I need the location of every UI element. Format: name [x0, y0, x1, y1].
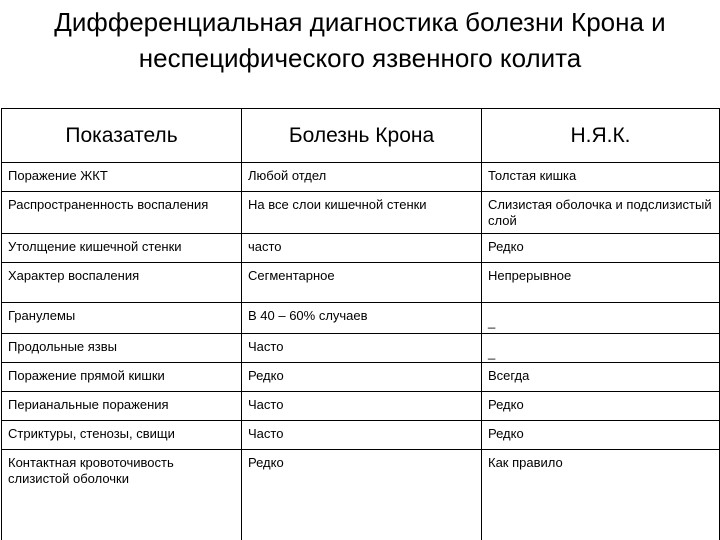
table-cell: Непрерывное [482, 263, 720, 303]
comparison-table [1, 108, 720, 540]
table-cell: Как правило [482, 450, 720, 540]
table-cell: Поражение ЖКТ [2, 163, 242, 192]
table-cell: Редко [242, 450, 482, 540]
table-row [2, 303, 720, 334]
table-cell: Редко [482, 392, 720, 421]
table-row [2, 234, 720, 263]
table-cell: На все слои кишечной стенки [242, 192, 482, 234]
header-indicator: Показатель [2, 109, 242, 163]
table-cell: Стриктуры, стенозы, свищи [2, 421, 242, 450]
table-cell: Редко [242, 363, 482, 392]
table-cell: Любой отдел [242, 163, 482, 192]
table-row [2, 192, 720, 234]
table-cell: Часто [242, 334, 482, 363]
slide-title [0, 4, 720, 76]
table-cell: Редко [482, 421, 720, 450]
table-row [2, 263, 720, 303]
absent-dash: _ [488, 314, 496, 329]
table-cell: В 40 – 60% случаев [242, 303, 482, 334]
table-row [2, 450, 720, 540]
table-cell: Продольные язвы [2, 334, 242, 363]
table-cell: Контактная кровоточивость слизистой оболочки [2, 450, 242, 540]
table-cell: Сегментарное [242, 263, 482, 303]
table-cell [482, 303, 720, 334]
table-row [2, 334, 720, 363]
header-nyak: Н.Я.К. [482, 109, 720, 163]
table-cell: Слизистая оболочка и подслизистый слой [482, 192, 720, 234]
table-cell: Часто [242, 421, 482, 450]
table-row [2, 421, 720, 450]
table-cell: Характер воспаления [2, 263, 242, 303]
table-cell: часто [242, 234, 482, 263]
title-line-2: неспецифического язвенного колита [138, 43, 582, 73]
table-cell: Распространенность воспаления [2, 192, 242, 234]
table-cell: Перианальные поражения [2, 392, 242, 421]
table-row [2, 392, 720, 421]
table-row [2, 363, 720, 392]
title-line-1: Дифференциальная диагностика болезни Крона и [54, 7, 666, 37]
table-cell: Утолщение кишечной стенки [2, 234, 242, 263]
absent-dash: _ [488, 345, 496, 360]
table-row [2, 163, 720, 192]
table-header-row [2, 109, 720, 163]
table-cell: Поражение прямой кишки [2, 363, 242, 392]
table-cell: Редко [482, 234, 720, 263]
header-crohn: Болезнь Крона [242, 109, 482, 163]
table-cell: Толстая кишка [482, 163, 720, 192]
table-cell: Часто [242, 392, 482, 421]
table-cell [482, 334, 720, 363]
table-cell: Всегда [482, 363, 720, 392]
table-cell: Гранулемы [2, 303, 242, 334]
